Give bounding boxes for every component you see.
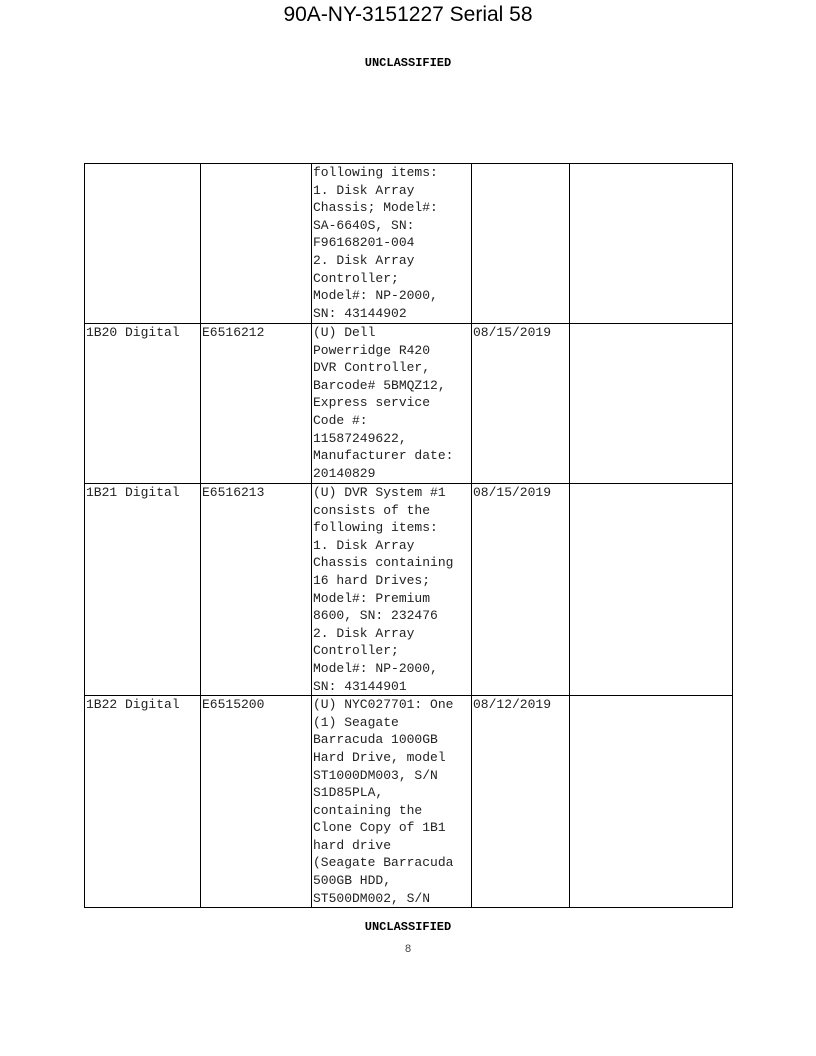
notes-cell xyxy=(570,696,733,908)
barcode-cell: E6515200 xyxy=(201,696,312,908)
notes-cell xyxy=(570,324,733,484)
evidence-table xyxy=(84,163,733,908)
table-row xyxy=(85,484,733,696)
date-cell xyxy=(472,164,570,324)
date-cell: 08/15/2019 xyxy=(472,484,570,696)
page-number: 8 xyxy=(404,944,412,956)
table-row xyxy=(85,324,733,484)
notes-cell xyxy=(570,164,733,324)
item-cell: 1B20 Digital xyxy=(85,324,201,484)
classification-bottom: UNCLASSIFIED xyxy=(364,920,452,934)
notes-cell xyxy=(570,484,733,696)
document-header-title: 90A-NY-3151227 Serial 58 xyxy=(283,3,533,26)
table-row xyxy=(85,696,733,908)
description-cell: (U) Dell Powerridge R420 DVR Controller, Barcode# 5BMQZ12, Express service Code #: 11587249622, Manufacturer date: 20140829 xyxy=(312,324,472,484)
description-cell: (U) DVR System #1 consists of the following items: 1. Disk Array Chassis containing 16 hard Drives; Model#: Premium 8600, SN: 232476 2. Disk Array Controller; Model#: NP-2000, SN: 43144901 xyxy=(312,484,472,696)
barcode-cell: E6516213 xyxy=(201,484,312,696)
description-cell: following items: 1. Disk Array Chassis; Model#: SA-6640S, SN: F96168201-004 2. Disk Array Controller; Model#: NP-2000, SN: 43144902 xyxy=(312,164,472,324)
classification-top: UNCLASSIFIED xyxy=(364,56,452,70)
table-row xyxy=(85,164,733,324)
date-cell: 08/12/2019 xyxy=(472,696,570,908)
barcode-cell: E6516212 xyxy=(201,324,312,484)
date-cell: 08/15/2019 xyxy=(472,324,570,484)
item-cell xyxy=(85,164,201,324)
description-cell: (U) NYC027701: One (1) Seagate Barracuda 1000GB Hard Drive, model ST1000DM003, S/N S1D85PLA, containing the Clone Copy of 1B1 hard drive (Seagate Barracuda 500GB HDD, ST500DM002, S/N xyxy=(312,696,472,908)
item-cell: 1B22 Digital xyxy=(85,696,201,908)
barcode-cell xyxy=(201,164,312,324)
item-cell: 1B21 Digital xyxy=(85,484,201,696)
